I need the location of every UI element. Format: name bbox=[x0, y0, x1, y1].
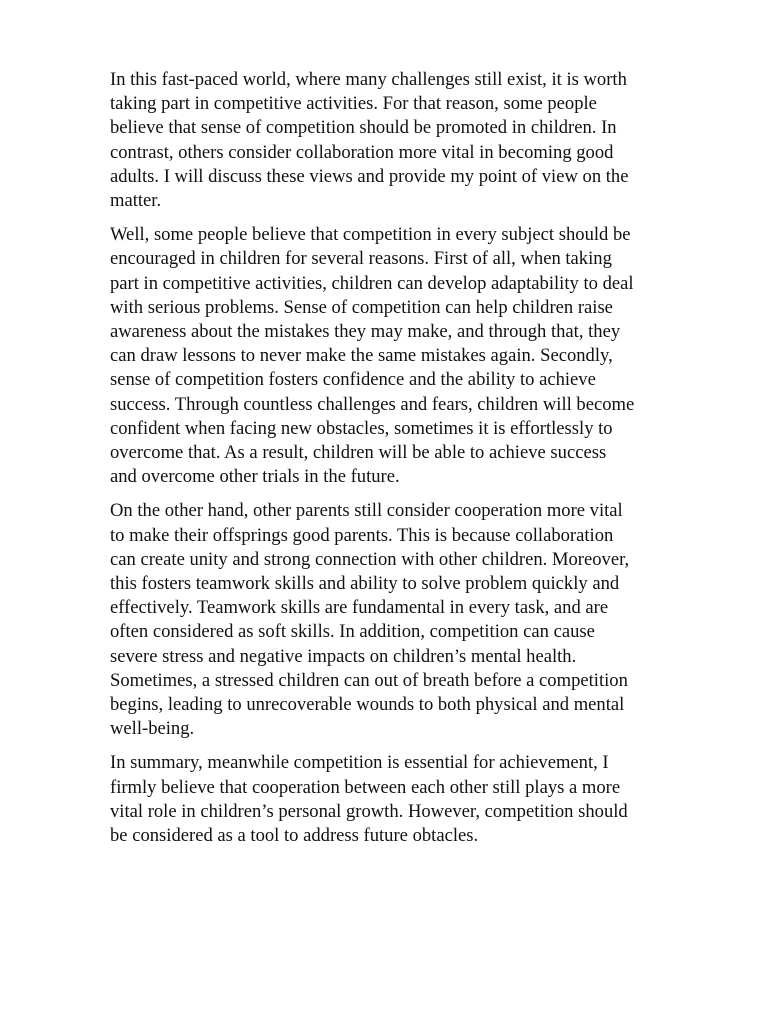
text-line: matter. bbox=[110, 190, 162, 212]
text-line: sense of competition fosters confidence and the ability to achieve bbox=[110, 369, 596, 391]
text-line: In summary, meanwhile competition is essential for achievement, I bbox=[110, 752, 609, 774]
text-line: part in competitive activities, children can develop adaptability to deal bbox=[110, 272, 634, 294]
text-line: can create unity and strong connection with other children. Moreover, bbox=[110, 548, 630, 570]
text-line: to make their offsprings good parents. This is because collaboration bbox=[110, 524, 614, 546]
text-line: overcome that. As a result, children will be able to achieve success bbox=[110, 442, 607, 464]
text-line: this fosters teamwork skills and ability to solve problem quickly and bbox=[110, 573, 620, 595]
paragraph-conclusion bbox=[110, 751, 700, 848]
text-line: contrast, others consider collaboration more vital in becoming good bbox=[110, 141, 614, 163]
text-line: success. Through countless challenges and fears, children will become bbox=[110, 393, 635, 415]
paragraph-competition-view bbox=[110, 223, 700, 489]
text-line: often considered as soft skills. In addition, competition can cause bbox=[110, 621, 595, 643]
text-line: with serious problems. Sense of competition can help children raise bbox=[110, 296, 613, 318]
text-line: and overcome other trials in the future. bbox=[110, 466, 400, 488]
text-line: Sometimes, a stressed children can out of breath before a competition bbox=[110, 669, 628, 691]
text-line: can draw lessons to never make the same mistakes again. Secondly, bbox=[110, 345, 613, 367]
text-line: encouraged in children for several reasons. First of all, when taking bbox=[110, 248, 612, 270]
text-line: On the other hand, other parents still consider cooperation more vital bbox=[110, 500, 623, 522]
paragraph-introduction bbox=[110, 68, 700, 213]
essay-body bbox=[110, 68, 700, 858]
text-line: begins, leading to unrecoverable wounds to both physical and mental bbox=[110, 694, 625, 716]
text-line: effectively. Teamwork skills are fundamental in every task, and are bbox=[110, 597, 609, 619]
text-line: believe that sense of competition should be promoted in children. In bbox=[110, 117, 617, 139]
text-line: adults. I will discuss these views and provide my point of view on the bbox=[110, 165, 629, 187]
text-line: In this fast-paced world, where many challenges still exist, it is worth bbox=[110, 69, 627, 90]
text-line: well-being. bbox=[110, 718, 195, 740]
paragraph-cooperation-view bbox=[110, 499, 700, 741]
text-line: severe stress and negative impacts on children’s mental health. bbox=[110, 645, 577, 667]
text-line: firmly believe that cooperation between each other still plays a more bbox=[110, 776, 621, 798]
text-line: awareness about the mistakes they may make, and through that, they bbox=[110, 321, 621, 343]
text-line: be considered as a tool to address future obtacles. bbox=[110, 825, 479, 847]
text-line: vital role in children’s personal growth. However, competition should bbox=[110, 800, 628, 822]
text-line: confident when facing new obstacles, sometimes it is effortlessly to bbox=[110, 417, 613, 439]
text-line: Well, some people believe that competition in every subject should be bbox=[110, 224, 631, 246]
text-line: taking part in competitive activities. For that reason, some people bbox=[110, 93, 597, 115]
